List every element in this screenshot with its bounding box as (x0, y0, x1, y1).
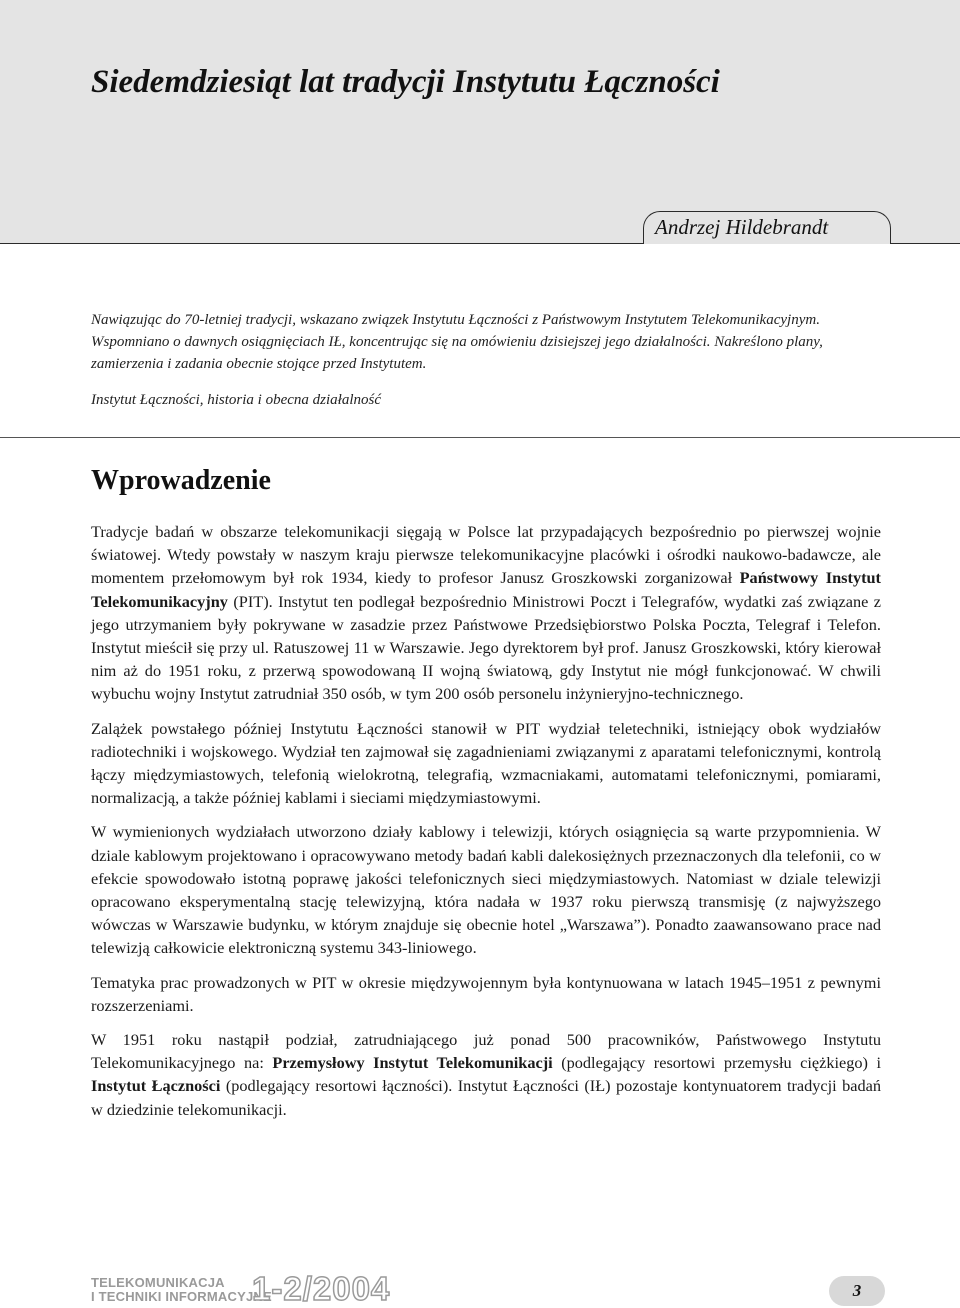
abstract: Nawiązując do 70-letniej tradycji, wskazano związek Instytutu Łączności z Państwowym Instytutem Telekomunikacyjnym. Wspomniano o dawnych osiągnięciach IŁ, koncentrując się na omówieniu dzisiejszej jego działalności. Nakreślono plany, zamierzenia i zadania obecnie stojące przed Instytutem. (91, 312, 823, 372)
page-number: 3 (852, 1281, 862, 1300)
paragraph-3: W wymienionych wydziałach utworzono działy kablowy i telewizji, których osiągnięcia są warte przypomnienia. W dziale kablowym projektowano i opracowywano metody badań kabli dalekosiężnych przeznaczonych dla telefonii, co w efekcie spowodowało istotną poprawę jakości telefonicznych sieci międzymiastowych. Natomiast w dziale telewizji opracowano eksperymentalną stację telewizyjną, która nadała w 1937 roku pierwszą transmisję (z najwyższego wówczas w Warszawie budynku, w którym znajduje się obecnie hotel „Warszawa”). Ponadto zaawansowano prace nad telewizją całkowicie elektroniczną systemu 343-liniowego. (91, 822, 881, 958)
bold-term: Państwowy Instytut Telekomunikacyjny (91, 568, 881, 611)
title-band (0, 0, 960, 244)
paragraph-4: Tematyka prac prowadzonych w PIT w okresie międzywojennym była kontynuowana w latach 1945–1951 z pewnymi rozszerzeniami. (91, 972, 881, 1015)
article-title: Siedemdziesiąt lat tradycji Instytutu Łączności (91, 64, 720, 100)
section-heading: Wprowadzenie (91, 465, 271, 496)
article-body (91, 520, 881, 1132)
section-divider (0, 437, 960, 438)
keywords: Instytut Łączności, historia i obecna działalność (91, 392, 381, 408)
bold-term: Instytut Łączności (91, 1076, 221, 1096)
bold-term: Przemysłowy Instytut Telekomunikacji (272, 1053, 553, 1073)
author-name: Andrzej Hildebrandt (655, 215, 829, 239)
issue-number: 1-2/2004 (252, 1270, 391, 1307)
paragraph-5: W 1951 roku nastąpił podział, zatrudniającego już ponad 500 pracowników, Państwowego Instytutu Telekomunikacyjnego na: Przemysłowy Instytut Telekomunikacji (podlegający resortowi przemysłu ciężkiego) i Instytut Łączności (podlegający resortowi łączności). Instytut Łączności (IŁ) pozostaje kontynuatorem tradycji badań w dziedzinie telekomunikacji. (91, 1030, 882, 1119)
paragraph-2: Zalążek powstałego później Instytutu Łączności stanowił w PIT wydział teletechniki, istniejący obok wydziałów radiotechniki i wojskowego. Wydział ten zajmował się zagadnieniami związanymi z aparatami telefonicznymi, kontrolą łączy międzymiastowych, telefonią wielokrotną, telegrafią, wzmacniakami, automatami telefonicznymi, pomiarami, normalizacją, a także później kablami i sieciami międzymiastowymi. (91, 718, 881, 808)
paragraph-1: Tradycje badań w obszarze telekomunikacji sięgają w Polsce lat przypadających bezpośrednio po pierwszej wojnie światowej. Wtedy powstały w naszym kraju pierwsze telekomunikacyjne placówki i ośrodki naukowo-badawcze, ale momentem przełomowym był rok 1934, kiedy to profesor Janusz Groszkowski zorganizował Państwowy Instytut Telekomunikacyjny (PIT). Instytut ten podlegał bezpośrednio Ministrowi Poczt i Telegrafów, wydatki zaś związane z jego utrzymaniem były pokrywane w zasadzie przez Państwowe Przedsiębiorstwo Polska Poczta, Telegraf i Telefon. Instytut mieścił się przy ul. Ratuszowej 11 w Warszawie. Jego dyrektorem był prof. Janusz Groszkowski, który kierował nim aż do 1951 roku, z przerwą spowodowaną II wojną światową, gdy Instytut nie mógł funkcjonować. W chwili wybuchu wojny Instytut zatrudniał 350 osób, w tym 200 osób personelu inżynieryjno-technicznego. (91, 522, 881, 704)
journal-name: TELEKOMUNIKACJA I TECHNIKI INFORMACYJNE (91, 1275, 272, 1304)
